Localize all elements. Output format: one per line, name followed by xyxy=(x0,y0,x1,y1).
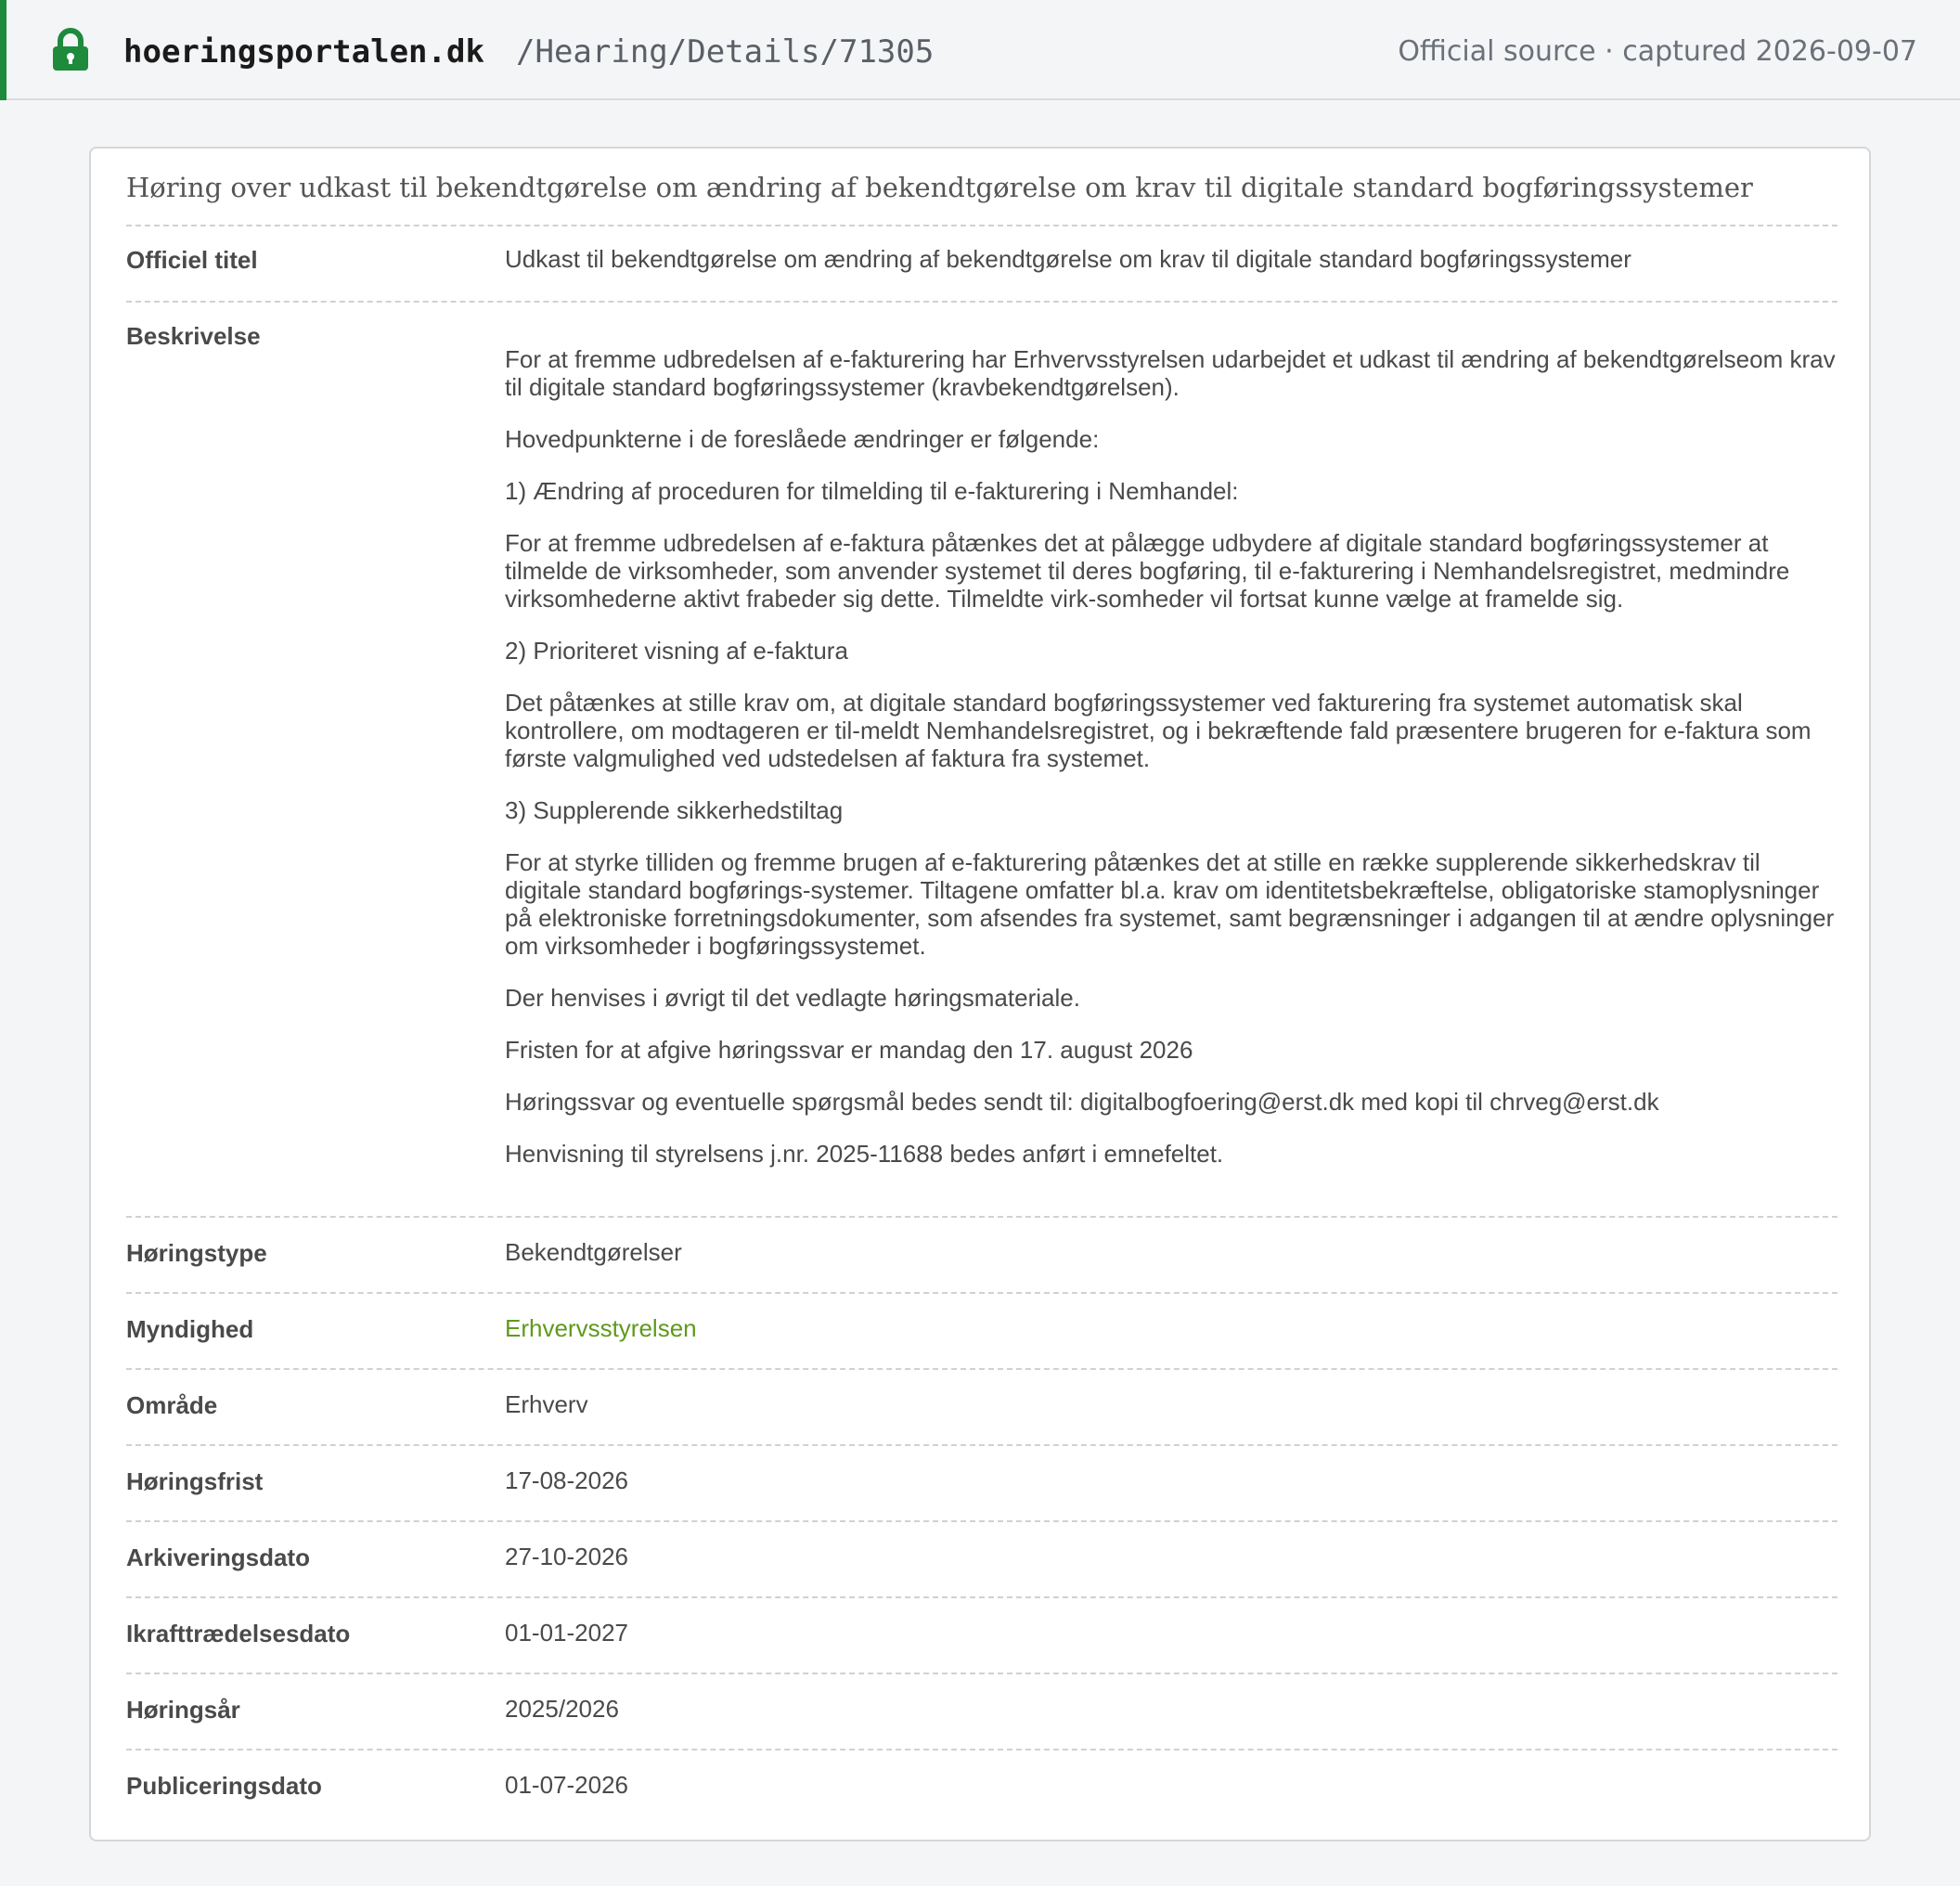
field-row-hearing-type xyxy=(126,1216,1838,1292)
site-domain[interactable]: hoeringsportalen.dk xyxy=(123,33,484,71)
field-label: Publiceringsdato xyxy=(126,1772,322,1800)
field-value: 2025/2026 xyxy=(505,1695,619,1723)
official-title-label: Officiel titel xyxy=(126,246,258,274)
hearing-title: Høring over udkast til bekendtgørelse om ændring af bekendtgørelse om krav til digitale standard bogføringssystemer xyxy=(126,172,1753,203)
authority-link[interactable]: Erhvervsstyrelsen xyxy=(505,1314,697,1342)
field-row-deadline xyxy=(126,1444,1838,1520)
description-paragraph: Hovedpunkterne i de foreslåede ændringer er følgende: xyxy=(505,425,1100,453)
description-paragraph: Der henvises i øvrigt til det vedlagte høringsmateriale. xyxy=(505,984,1080,1012)
field-label: Arkiveringsdato xyxy=(126,1544,310,1571)
field-label: Høringsår xyxy=(126,1696,240,1724)
field-row-archive-date xyxy=(126,1520,1838,1596)
description-paragraph: 1) Ændring af proceduren for tilmelding til e-fakturering i Nemhandel: xyxy=(505,477,1239,505)
field-label: Myndighed xyxy=(126,1315,254,1343)
field-row-area xyxy=(126,1368,1838,1444)
address-bar xyxy=(0,0,1960,100)
secure-accent-stripe xyxy=(0,0,6,100)
description-row xyxy=(126,301,1838,1216)
official-title-value: Udkast til bekendtgørelse om ændring af bekendtgørelse om krav til digitale standard bogføringssystemer xyxy=(505,245,1631,273)
field-label: Ikrafttrædelsesdato xyxy=(126,1620,351,1647)
field-value: 01-01-2027 xyxy=(505,1619,628,1647)
field-value: Bekendtgørelser xyxy=(505,1238,682,1266)
capture-note: Official source · captured 2026-09-07 xyxy=(1398,35,1917,68)
field-label: Høringstype xyxy=(126,1239,267,1267)
hearing-details-card xyxy=(89,147,1871,1841)
description-paragraph: For at fremme udbredelsen af e-faktura påtænkes det at pålægge udbydere af digitale standard bogføringssystemer at tilmelde de virksomheder, som anvender systemet til deres bogføring, til e-fakturering i Nemhandelsregistret, medmindre virksomhederne aktivt frabeder sig dette. Tilmeldte virk-somheder vil fortsat kunne vælge at framelde sig. xyxy=(505,529,1790,613)
description-paragraph: For at styrke tilliden og fremme brugen af e-fakturering påtænkes det at stille en række supplerende sikkerhedskrav til digitale standard bogførings-systemer. Tiltagene omfatter bl.a. krav om identitetsbekræftelse, obligatoriske stamoplysninger på elektroniske forretningsdokumenter, som afsendes fra systemet, samt begrænsninger i adgangen til at ændre oplysninger om virksomheder i bogføringssystemet. xyxy=(505,848,1835,960)
field-value: 17-08-2026 xyxy=(505,1466,628,1494)
field-row-effective-date xyxy=(126,1596,1838,1673)
field-value: 27-10-2026 xyxy=(505,1543,628,1570)
description-label: Beskrivelse xyxy=(126,322,261,350)
description-paragraph: Det påtænkes at stille krav om, at digitale standard bogføringssystemer ved fakturering fra systemet automatisk skal kontrollere, om modtageren er til-meldt Nemhandelsregistret, og i bekræftende fald præsentere brugeren for e-faktura som første valgmulighed ved udstedelsen af faktura fra systemet. xyxy=(505,689,1812,772)
description-paragraph: 2) Prioriteret visning af e-faktura xyxy=(505,637,848,665)
field-row-publication-date xyxy=(126,1749,1838,1825)
field-row-hearing-year xyxy=(126,1673,1838,1749)
field-row-authority xyxy=(126,1292,1838,1368)
description-text xyxy=(505,345,1838,1168)
description-paragraph: Høringssvar og eventuelle spørgsmål bedes sendt til: digitalbogfoering@erst.dk med kopi til chrveg@erst.dk xyxy=(505,1088,1659,1116)
field-value: Erhverv xyxy=(505,1390,588,1418)
description-paragraph: For at fremme udbredelsen af e-fakturering har Erhvervsstyrelsen udarbejdet et udkast til ændring af bekendtgørelseom krav til digitale standard bogføringssystemer (kravbekendtgørelsen). xyxy=(505,345,1836,401)
description-paragraph: 3) Supplerende sikkerhedstiltag xyxy=(505,796,844,824)
official-title-row xyxy=(126,225,1838,301)
lock-icon xyxy=(50,28,91,72)
description-paragraph: Fristen for at afgive høringssvar er mandag den 17. august 2026 xyxy=(505,1036,1193,1064)
field-value: 01-07-2026 xyxy=(505,1771,628,1799)
field-label: Område xyxy=(126,1391,218,1419)
url-path[interactable]: /Hearing/Details/71305 xyxy=(516,33,935,71)
field-label: Høringsfrist xyxy=(126,1467,264,1495)
description-paragraph: Henvisning til styrelsens j.nr. 2025-11688 bedes anført i emnefeltet. xyxy=(505,1140,1224,1168)
